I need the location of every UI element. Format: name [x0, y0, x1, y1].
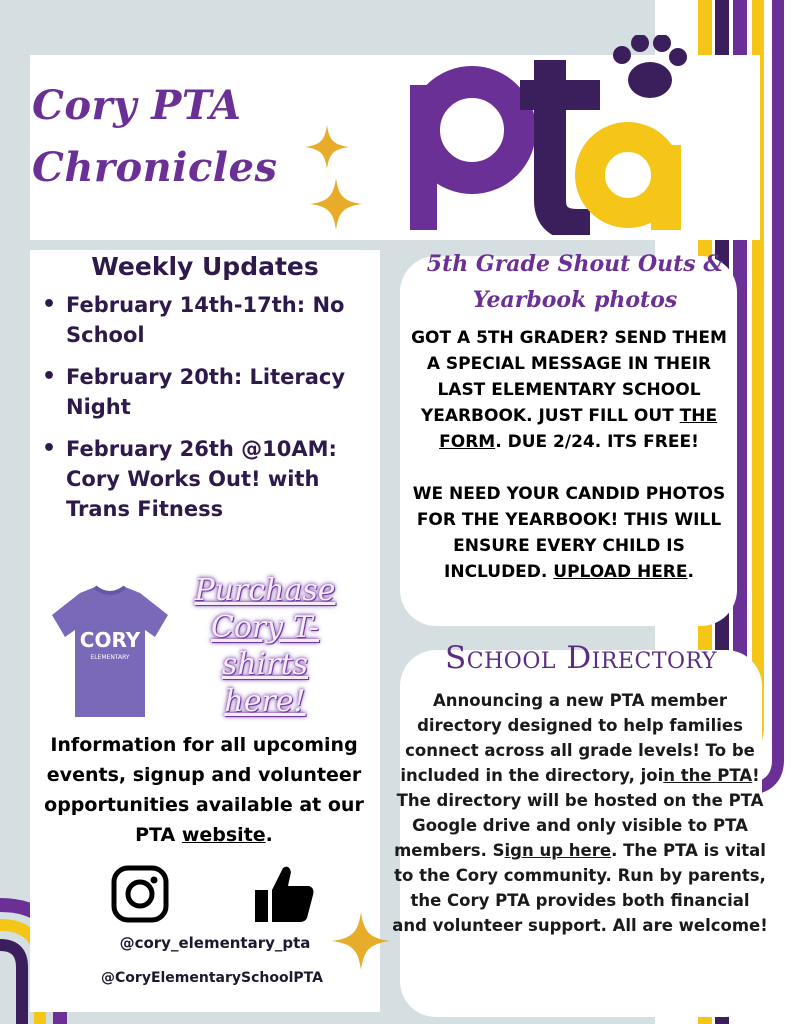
purchase-line: Cory T- [210, 610, 320, 645]
list-item: • February 20th: Literacy Night [38, 362, 378, 422]
list-item: • February 26th @10AM: Cory Works Out! with Trans Fitness [38, 434, 378, 524]
purchase-line: shirts [221, 647, 309, 682]
info-text-end: . [265, 824, 273, 846]
text-span: Announcing a new PTA member directory designed to help families connect across all grade levels! To be included in the directory, joi [400, 691, 755, 785]
info-text: Information for all upcoming events, signup and volunteer opportunities available at our PTA [44, 734, 364, 846]
pta-logo [410, 35, 710, 235]
shoutouts-paragraph-1 [402, 325, 736, 455]
form-link[interactable]: THE FORM [439, 406, 718, 452]
sign-up-link[interactable]: ign up here [504, 841, 612, 860]
list-item: • February 14th-17th: No School [38, 290, 378, 350]
title-line-2: Chronicles [32, 144, 278, 191]
newsletter-title [32, 75, 332, 199]
weekly-updates-list [38, 290, 378, 536]
tshirt-brand-text: CORY [79, 628, 141, 652]
upload-link[interactable]: UPLOAD HERE [553, 562, 688, 582]
text-span: . [687, 562, 694, 582]
join-pta-link[interactable]: n the PTA [663, 766, 753, 785]
text-span: GOT A 5TH GRADER? SEND THEM A SPECIAL MESSAGE IN THEIR LAST ELEMENTARY SCHOOL YEARBOOK. JUST FILL OUT [411, 328, 727, 426]
purchase-line: Purchase [194, 573, 336, 608]
text-span: WE NEED YOUR CANDID PHOTOS FOR THE YEARBOOK! THIS WILL ENSURE EVERY CHILD IS INCLUDED. [412, 484, 726, 582]
directory-heading: School Directory [445, 640, 717, 676]
shoutouts-heading: 5th Grade Shout Outs & Yearbook photos [426, 251, 724, 313]
text-span: . The PTA is vital to the Cory community. Run by parents, the Cory PTA provides both financial and volunteer support. All are welcome! [392, 841, 768, 935]
purchase-tshirts-link[interactable] [170, 572, 360, 720]
facebook-handle[interactable]: @CoryElementarySchoolPTA [101, 970, 323, 986]
shoutouts-paragraph-2 [402, 481, 736, 585]
title-line-1: Cory PTA [32, 82, 242, 129]
instagram-handle[interactable]: @cory_elementary_pta [119, 934, 311, 952]
text-span: . DUE 2/24. ITS FREE! [495, 432, 699, 452]
tshirt-image[interactable] [50, 585, 170, 720]
shoutouts-text [402, 325, 736, 611]
info-paragraph [36, 730, 372, 850]
weekly-updates-heading: Weekly Updates [91, 252, 319, 281]
instagram-icon[interactable] [110, 864, 170, 924]
sparkle-icon [332, 910, 390, 972]
sparkle-icon [305, 125, 349, 169]
purchase-line: here! [224, 684, 306, 719]
tshirt-sub-text: ELEMENTARY [90, 654, 130, 661]
text-span: ! The directory will be hosted on the PTA Google drive and only visible to PTA members. S [394, 766, 764, 860]
paw-print-icon [613, 35, 687, 98]
sparkle-icon [310, 178, 362, 230]
directory-text [392, 688, 768, 938]
website-link[interactable]: website [181, 824, 266, 846]
thumbs-up-icon[interactable] [253, 864, 315, 924]
